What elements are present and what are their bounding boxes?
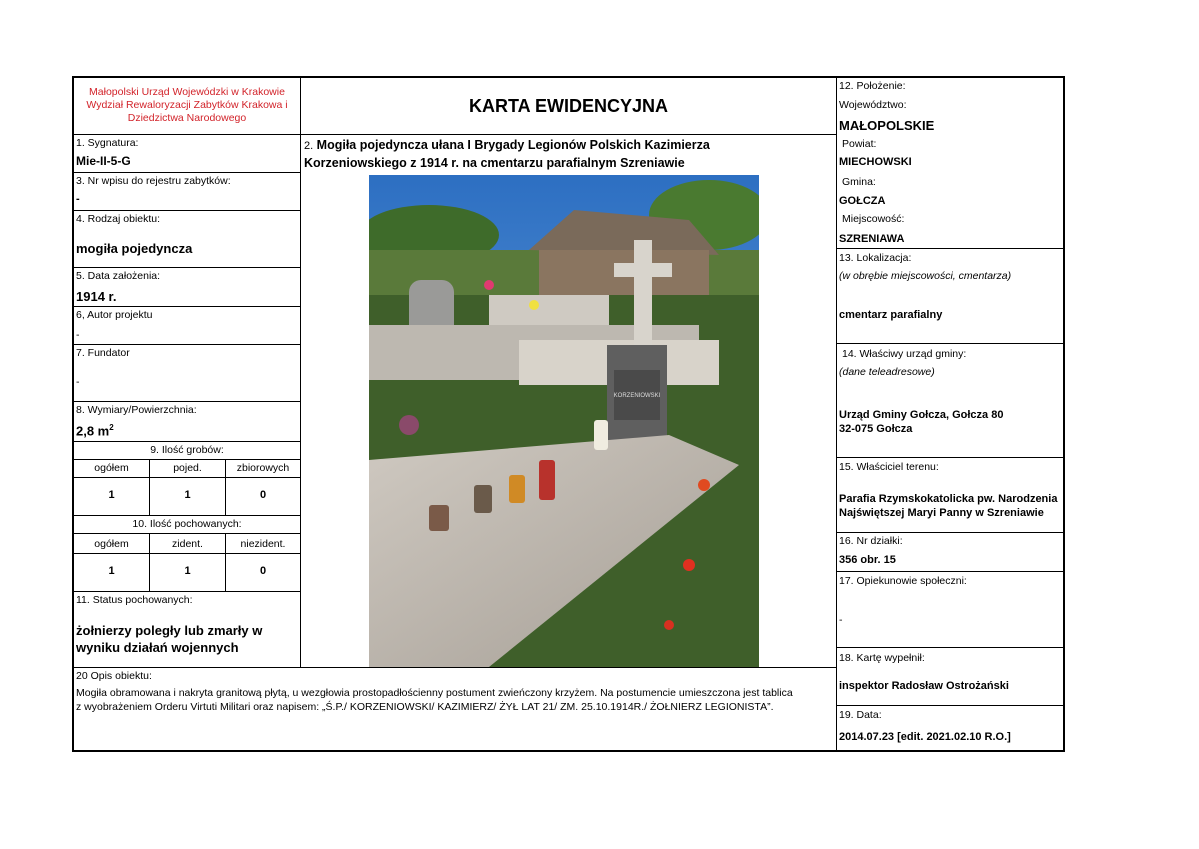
localization-label: 13. Lokalizacja: xyxy=(839,252,912,264)
status-line: żołnierzy poległy lub zmarły w xyxy=(76,623,263,638)
voivodeship-value: MAŁOPOLSKIE xyxy=(839,118,935,133)
date-value: 2014.07.23 [edit. 2021.02.10 R.O.] xyxy=(839,731,1011,743)
buried-value-identified: 1 xyxy=(184,565,191,577)
signature-value: Mie-II-5-G xyxy=(76,154,131,168)
municipal-office-label: 14. Właściwy urząd gminy: xyxy=(842,348,967,360)
buried-header-unidentified: niezident. xyxy=(240,538,286,550)
commune-value: GOŁCZA xyxy=(839,195,886,207)
land-owner-line: Parafia Rzymskokatolicka pw. Narodzenia xyxy=(839,493,1058,505)
land-owner-line: Najświętszej Maryi Panny w Szreniawie xyxy=(839,507,1044,519)
institution-line: Wydział Rewaloryzacji Zabytków Krakowa i xyxy=(86,99,288,111)
register-value: - xyxy=(76,193,80,205)
caretakers-value: - xyxy=(839,614,843,626)
caretakers-label: 17. Opiekunowie społeczni: xyxy=(839,575,967,587)
buried-header-identified: zident. xyxy=(172,538,203,550)
card-title: KARTA EWIDENCYJNA xyxy=(468,96,668,116)
object-type-value: mogiła pojedyncza xyxy=(76,241,193,256)
author-value: - xyxy=(76,329,80,341)
date-label: 19. Data: xyxy=(839,709,882,721)
dimensions-label: 8. Wymiary/Powierzchnia: xyxy=(76,404,197,416)
object-name-line: Korzeniowskiego z 1914 r. na cmentarzu parafialnym Szreniawie xyxy=(304,156,685,170)
description-text xyxy=(76,686,793,714)
dimensions-unit-exponent: 2 xyxy=(109,423,114,432)
object-name xyxy=(304,137,710,172)
institution-line: Małopolski Urząd Wojewódzki w Krakowie xyxy=(89,86,285,98)
municipal-office-hint: (dane teleadresowe) xyxy=(839,366,935,378)
plot-number-value: 356 obr. 15 xyxy=(839,554,896,566)
locality-label: Miejscowość: xyxy=(842,213,905,225)
status-label: 11. Status pochowanych: xyxy=(76,594,193,606)
institution-name xyxy=(76,86,298,125)
municipal-office-value xyxy=(839,408,1003,436)
localization-hint: (w obrębie miejscowości, cmentarza) xyxy=(839,270,1012,282)
register-label: 3. Nr wpisu do rejestru zabytków: xyxy=(76,175,231,187)
voivodeship-label: Województwo: xyxy=(839,99,907,111)
buried-value-total: 1 xyxy=(108,565,115,577)
county-label: Powiat: xyxy=(842,138,877,150)
commune-label: Gmina: xyxy=(842,176,876,188)
locality-value: SZRENIAWA xyxy=(839,233,905,245)
graves-value-single: 1 xyxy=(184,489,191,501)
founding-date-label: 5. Data założenia: xyxy=(76,270,161,282)
dimensions-number: 2,8 m xyxy=(76,423,110,439)
filled-by-value: inspektor Radosław Ostrożański xyxy=(839,680,1009,692)
filled-by-label: 18. Kartę wypełnił: xyxy=(839,652,925,664)
graves-header-total: ogółem xyxy=(94,462,129,474)
founding-date-value: 1914 r. xyxy=(76,289,117,304)
graves-header-single: pojed. xyxy=(173,462,202,474)
graves-value-collective: 0 xyxy=(259,489,267,501)
description-line: z wyobrażeniem Orderu Virtuti Militari oraz napisem: „Ś.P./ KORZENIOWSKI/ KAZIMIERZ/ ŻYŁ LAT 21/ ZM. 25.10.1914R./ ŻOŁNIERZ LEGIONISTA”. xyxy=(76,701,774,713)
object-type-label: 4. Rodzaj obiektu: xyxy=(76,213,161,225)
founder-value: - xyxy=(76,376,80,388)
object-name-number: 2. xyxy=(304,140,314,152)
object-name-line: Mogiła pojedyncza ułana I Brygady Legionów Polskich Kazimierza xyxy=(316,138,710,152)
plot-number-label: 16. Nr działki: xyxy=(839,535,903,547)
county-value: MIECHOWSKI xyxy=(839,156,912,168)
institution-line: Dziedzictwa Narodowego xyxy=(127,112,247,124)
svg-text:KORZENIOWSKI: KORZENIOWSKI xyxy=(613,393,661,399)
description-label: 20 Opis obiektu: xyxy=(76,670,152,682)
graves-count-title: 9. Ilość grobów: xyxy=(150,444,224,456)
buried-header-total: ogółem xyxy=(94,538,129,550)
land-owner-value xyxy=(839,492,1057,520)
description-line: Mogiła obramowana i nakryta granitową płytą, u wezgłowia prostopadłościenny postument zwieńczony krzyżem. Na postumencie umieszczona jest tablica xyxy=(76,687,793,699)
status-line: wyniku działań wojennych xyxy=(76,640,239,655)
buried-value-unidentified: 0 xyxy=(259,565,267,577)
land-owner-label: 15. Właściciel terenu: xyxy=(839,461,939,473)
localization-value: cmentarz parafialny xyxy=(839,309,943,321)
municipal-office-line: Urząd Gminy Gołcza, Gołcza 80 xyxy=(839,409,1004,421)
founder-label: 7. Fundator xyxy=(76,347,130,359)
buried-count-title: 10. Ilość pochowanych: xyxy=(132,518,242,530)
graves-value-total: 1 xyxy=(108,489,115,501)
location-label: 12. Położenie: xyxy=(839,80,906,92)
dimensions-value xyxy=(76,423,114,438)
status-value xyxy=(76,622,262,656)
author-label: 6, Autor projektu xyxy=(76,309,153,321)
graves-header-collective: zbiorowych xyxy=(236,462,290,474)
municipal-office-line: 32-075 Gołcza xyxy=(839,423,913,435)
grave-photo xyxy=(369,175,759,667)
signature-label: 1. Sygnatura: xyxy=(76,137,139,149)
